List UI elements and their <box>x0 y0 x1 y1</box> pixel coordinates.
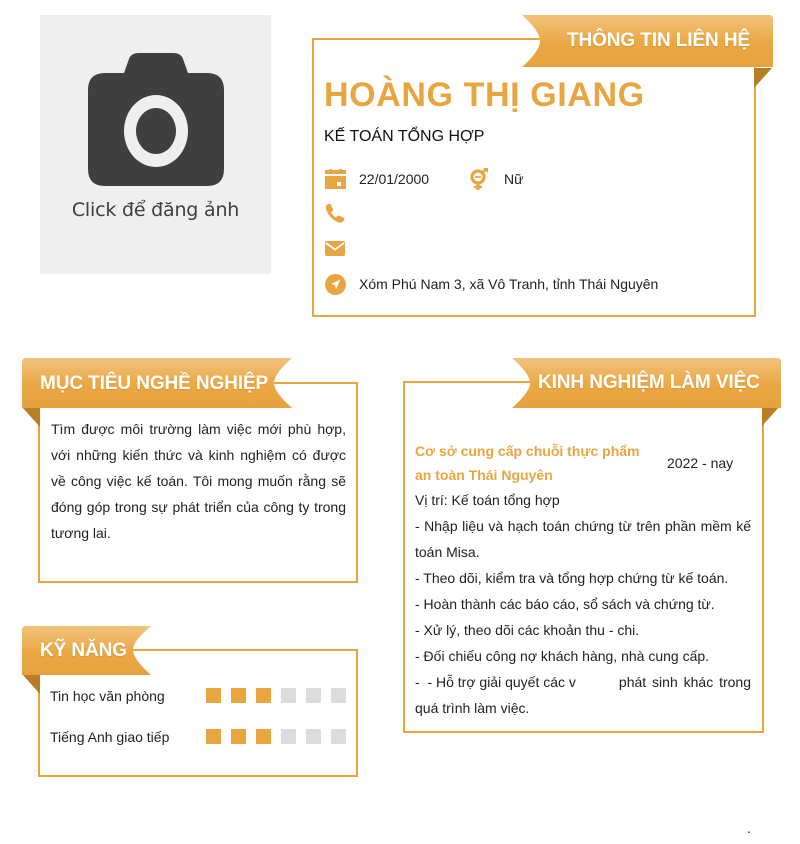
phone-row[interactable] <box>324 202 359 224</box>
birthday-value: 22/01/2000 <box>359 171 430 187</box>
rating-dot-empty <box>281 729 296 744</box>
objective-text: Tìm được môi trường làm việc mới phù hợp, với những kiến thức và kinh nghiệm có được về công việc kế toán. Tôi mong muốn rằng sẽ đóng góp trong sự phát triển của công ty trong tương lai. <box>51 421 346 541</box>
birthday-row <box>324 168 429 190</box>
gender-row <box>469 168 523 190</box>
duty-part: phát sinh khác trong <box>618 674 751 690</box>
rating-dot-filled <box>231 729 246 744</box>
objective-section-ribbon <box>22 358 292 410</box>
rating-dot-filled <box>206 688 221 703</box>
experience-duty: - Đối chiếu công nợ khách hàng, nhà cung cấp. <box>415 648 710 664</box>
envelope-icon <box>324 237 346 259</box>
rating-dot-empty <box>306 729 321 744</box>
experience-duty <box>415 669 751 695</box>
rating-dot-filled <box>206 729 221 744</box>
experience-duty: - Hoàn thành các báo cáo, sổ sách và chứng từ. <box>415 596 715 612</box>
rating-dot-filled <box>256 688 271 703</box>
ribbon-fold <box>22 407 40 427</box>
experience-duty: - Theo dõi, kiểm tra và tổng hợp chứng từ kế toán. <box>415 570 729 586</box>
experience-duty: - Nhập liệu và hạch toán chứng từ trên phần mềm kế toán Misa. <box>415 518 751 560</box>
email-row[interactable] <box>324 237 359 259</box>
skill-rating <box>206 688 346 703</box>
gender-value: Nữ <box>504 171 524 187</box>
gender-icon <box>469 168 491 190</box>
skill-label: Tiếng Anh giao tiếp <box>50 729 170 745</box>
experience-period: 2022 - nay <box>667 455 734 471</box>
full-name: HOÀNG THỊ GIANG <box>324 76 645 114</box>
rating-dot-empty <box>306 688 321 703</box>
ribbon-fold <box>762 406 780 426</box>
photo-caption: Click để đăng ảnh <box>71 199 240 221</box>
rating-dot-filled <box>256 729 271 744</box>
photo-upload[interactable] <box>40 15 271 274</box>
location-arrow-icon <box>324 273 346 295</box>
company-line: Cơ sở cung cấp chuỗi thực phẩm <box>415 443 640 459</box>
company-line: an toàn Thái Nguyên <box>415 467 553 483</box>
calendar-icon <box>324 168 346 190</box>
rating-dot-filled <box>231 688 246 703</box>
experience-duty: - Xử lý, theo dõi các khoản thu - chi. <box>415 622 640 638</box>
phone-icon <box>324 202 346 224</box>
footer-mark: . <box>747 820 751 836</box>
rating-dot-empty <box>331 688 346 703</box>
experience-company <box>415 439 640 487</box>
skill-rating <box>206 729 346 744</box>
experience-section-title: KINH NGHIỆM LÀM VIỆC <box>538 372 760 393</box>
ribbon-fold <box>754 68 772 88</box>
skills-section-ribbon <box>22 626 151 675</box>
experience-section-ribbon <box>512 358 781 408</box>
contact-section-ribbon <box>522 15 773 67</box>
rating-dot-empty <box>281 688 296 703</box>
experience-position: Vị trí: Kế toán tổng hợp <box>415 492 560 508</box>
experience-details <box>415 487 751 721</box>
duty-part: - - Hỗ trợ giải quyết các v <box>415 674 576 690</box>
address-value: Xóm Phú Nam 3, xã Vô Tranh, tỉnh Thái Nguyên <box>359 276 659 292</box>
redacted-gap <box>576 669 618 695</box>
contact-section-title: THÔNG TIN LIÊN HỆ <box>567 30 751 51</box>
address-row <box>324 273 658 295</box>
rating-dot-empty <box>331 729 346 744</box>
skill-label: Tin học văn phòng <box>50 688 165 704</box>
experience-duty: quá trình làm việc. <box>415 700 530 716</box>
skills-section-title: KỸ NĂNG <box>40 639 127 661</box>
camera-icon <box>87 53 225 187</box>
job-title: KẾ TOÁN TỔNG HỢP <box>324 128 485 145</box>
ribbon-fold <box>22 674 40 694</box>
objective-section-title: MỤC TIÊU NGHỀ NGHIỆP <box>40 373 269 394</box>
